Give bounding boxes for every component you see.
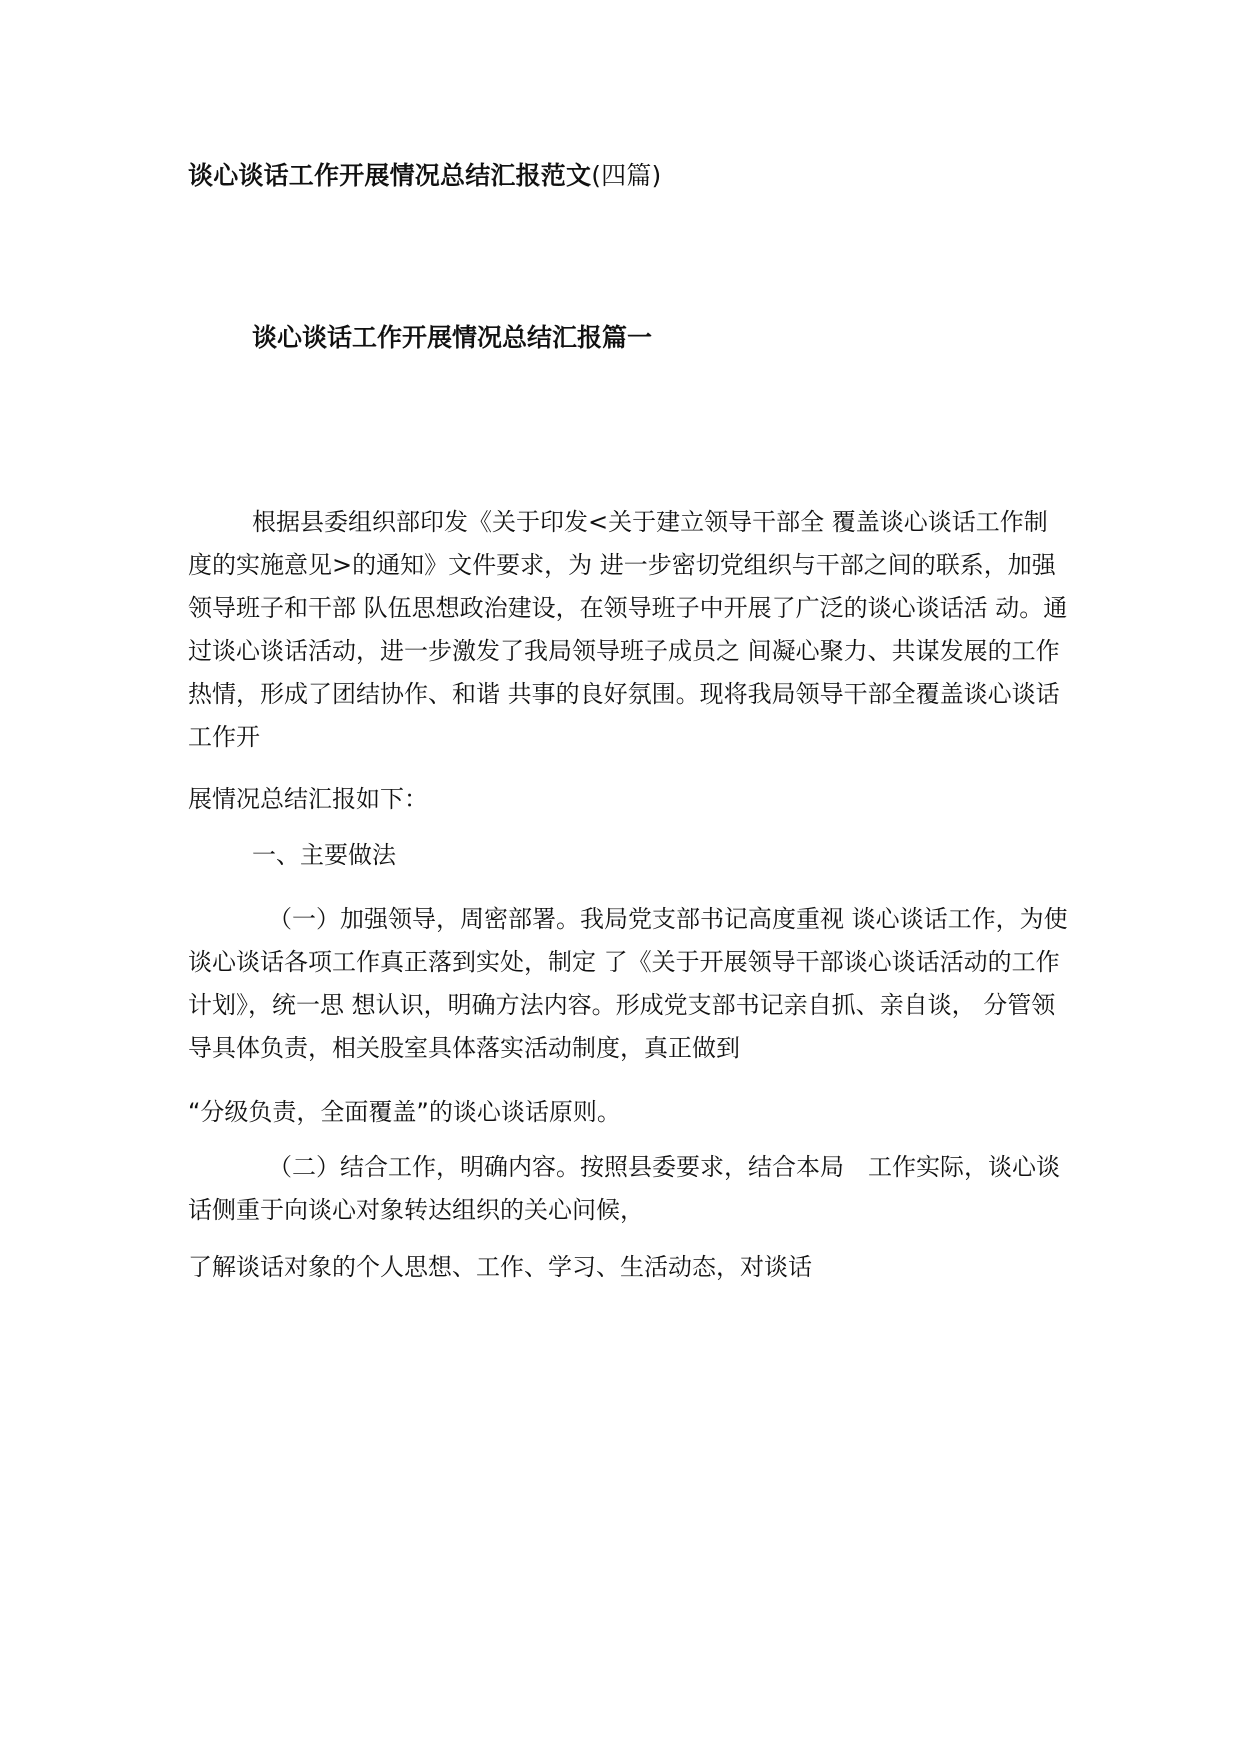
paragraph-item-1-continuation: “分级负责，全面覆盖”的谈心谈话原则。 [188, 1098, 621, 1126]
paragraph-item-2-continuation: 了解谈话对象的个人思想、工作、学习、生活动态，对谈话 [188, 1253, 812, 1281]
intro-paragraph: 根据县委组织部印发《关于印发<关于建立领导干部全 覆盖谈心谈话工作制度的实施意见>的通知》文件要求，为 进一步密切党组织与干部之间的联系，加强领导班子和干部 队伍思想政治建设，在领导班子中开展了广泛的谈心谈话活 动。通过谈心谈话活动，进一步激发了我局领导班子成员之 间凝心聚力、共谋发展的工作热情，形成了团结协作、和谐 共事的良好氛围。现将我局领导干部全覆盖谈心谈话工作开 [188, 508, 1068, 751]
intro-continuation: 展情况总结汇报如下： [188, 785, 428, 813]
paragraph-item-1: （一）加强领导，周密部署。我局党支部书记高度重视 谈心谈话工作，为使谈心谈话各项工作真正落到实处，制定 了《关于开展领导干部谈心谈话活动的工作计划》，统一思 想认识，明确方法内容。形成党支部书记亲自抓、亲自谈， 分管领导具体负责，相关股室具体落实活动制度，真正做到 [188, 905, 1068, 1062]
document-title [188, 156, 662, 192]
document-title-main: 谈心谈话工作开展情况总结汇报范文 [188, 161, 592, 190]
section-heading: 谈心谈话工作开展情况总结汇报篇一 [252, 323, 653, 352]
paragraph-item-2: （二）结合工作，明确内容。按照县委要求，结合本局 工作实际，谈心谈话侧重于向谈心对象转达组织的关心问候， [188, 1153, 1060, 1224]
subheading-main-practices: 一、主要做法 [252, 841, 396, 869]
document-title-suffix: (四篇) [591, 161, 662, 190]
